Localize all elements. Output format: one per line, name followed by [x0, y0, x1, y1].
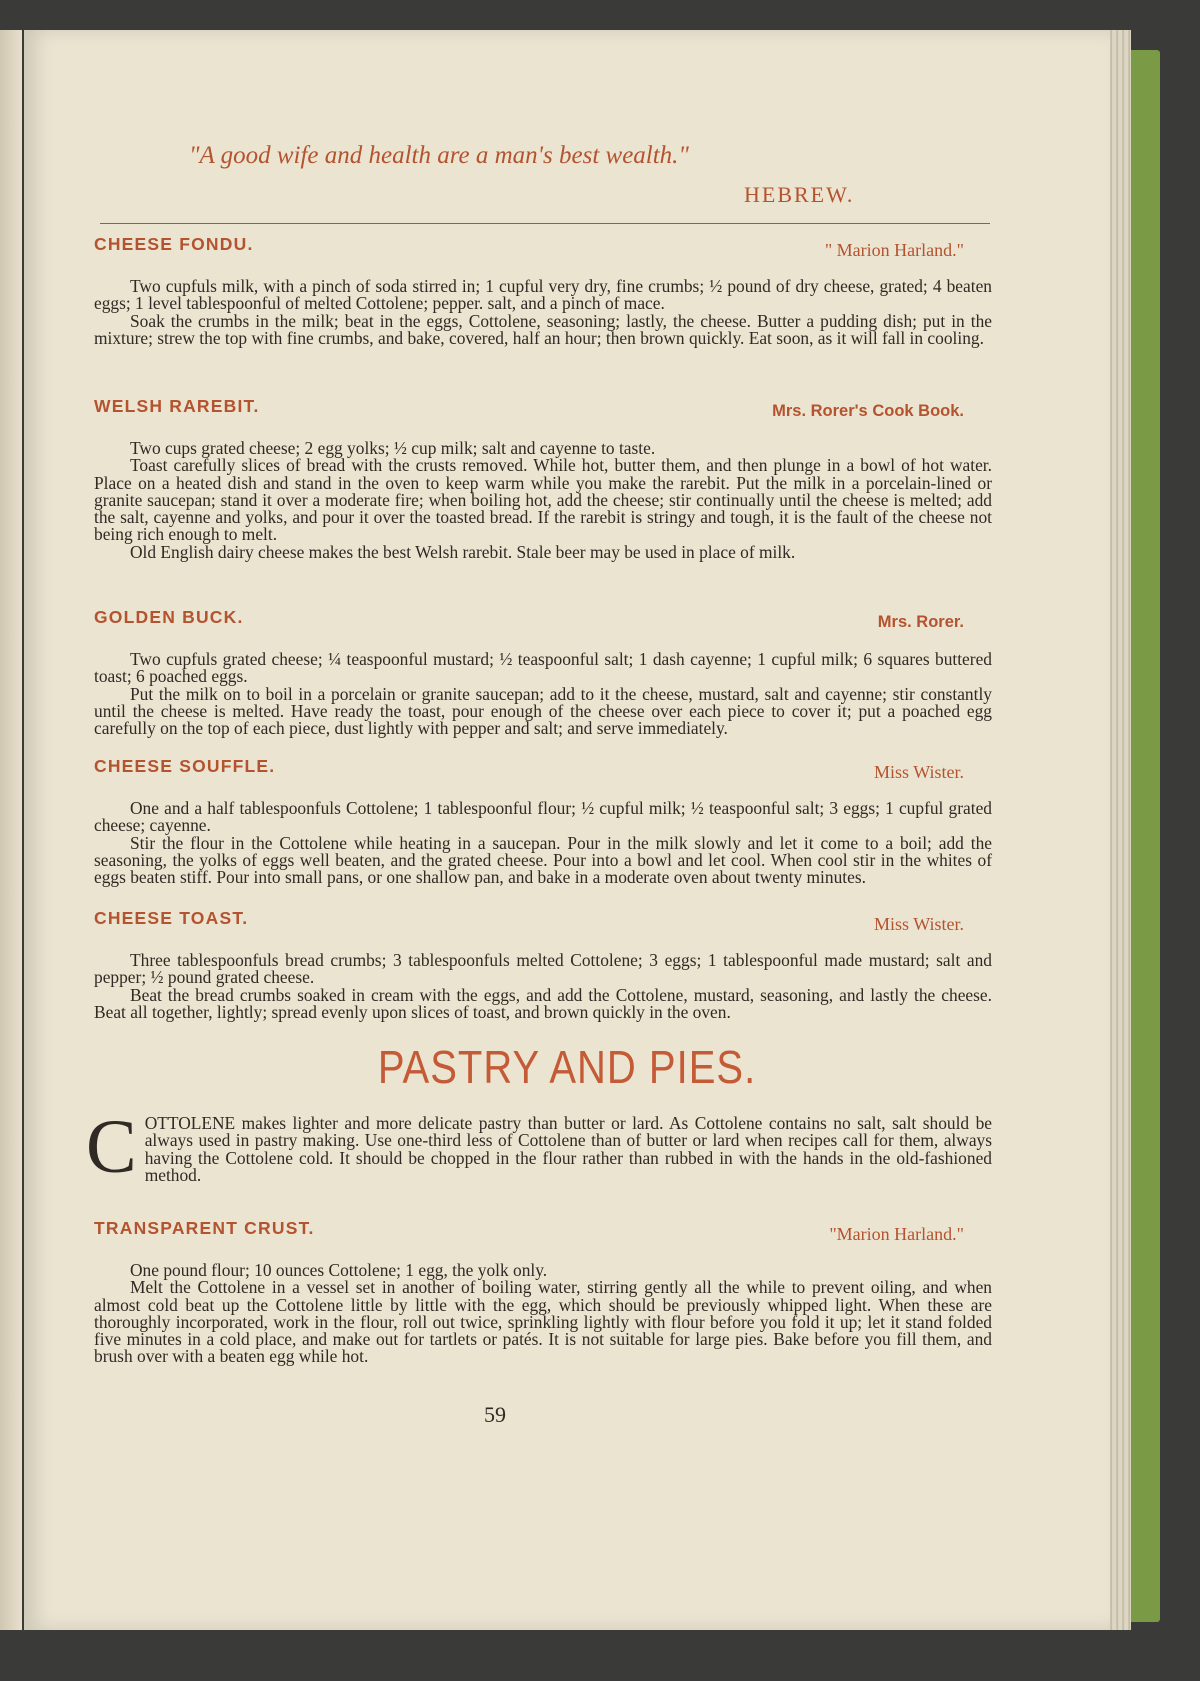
section-title: PASTRY AND PIES.	[377, 1042, 757, 1094]
recipe-welsh-rarebit	[94, 396, 992, 561]
recipe-directions: Melt the Cottolene in a vessel set in another of boiling water, stirring gently all the while to prevent oiling, and when almost cold beat up the Cottolene little by little with the egg, which should be previously whipped light. When these are thoroughly incorporated, work in the flour, roll out twice, sprinkling lightly with flour before you fold it up; let it stand folded five minutes in a cold place, and make out for tartlets or patés. It is not suitable for large pies. Bake before you fill them, and brush over with a beaten egg while hot.	[94, 1277, 992, 1367]
recipe-note: Old English dairy cheese makes the best Welsh rarebit. Stale beer may be used in place of milk.	[130, 541, 796, 562]
left-page-edge	[0, 30, 22, 1630]
recipe-title: WELSH RAREBIT.	[94, 396, 260, 416]
section-intro	[86, 1105, 992, 1189]
recipe-header	[94, 756, 992, 800]
recipe-author: Miss Wister.	[874, 762, 964, 782]
page-content	[24, 30, 1110, 1630]
epigraph-quote: "A good wife and health are a man's best wealth."	[189, 142, 689, 169]
recipe-ingredients: Three tablespoonfuls bread crumbs; 3 tablespoonfuls melted Cottolene; 3 eggs; 1 tablespoonful made mustard; salt and pepper; ½ pound grated cheese.	[94, 950, 992, 988]
recipe-ingredients: Two cups grated cheese; 2 egg yolks; ½ cup milk; salt and cayenne to taste.	[130, 438, 656, 458]
recipe-directions: Stir the flour in the Cottolene while heating in a saucepan. Pour in the milk slowly and let it come to a boil; add the seasoning, the yolks of eggs well beaten, and the grated cheese. Pour into a bowl and let cool. When cool stir in the whites of eggs beaten stiff. Pour into small pans, or one shallow pan, and bake in a moderate oven about twenty minutes.	[94, 832, 992, 888]
recipe-header	[94, 1218, 992, 1262]
recipe-title: TRANSPARENT CRUST.	[94, 1218, 315, 1238]
recipe-directions: Put the milk on to boil in a porcelain or granite saucepan; add to it the cheese, mustard, salt and cayenne; stir constantly until the cheese is melted. Have ready the toast, pour enough of the cheese over each piece to cover it; put a poached egg carefully on the top of each piece, dust lightly with pepper and salt; and serve immediately.	[94, 683, 992, 739]
drop-cap: C	[86, 1105, 137, 1189]
recipe-cheese-souffle	[94, 756, 992, 886]
recipe-directions: Beat the bread crumbs soaked in cream with the eggs, and add the Cottolene, mustard, seasoning, and lastly the cheese. Beat all together, lightly; spread evenly upon slices of toast, and brown quickly in the oven.	[94, 984, 992, 1022]
epigraph-source: HEBREW.	[744, 182, 855, 207]
recipe-directions: Toast carefully slices of bread with the crusts removed. While hot, butter them, and then plunge in a bowl of hot water. Place on a heated dish and stand in the oven to keep warm while you make the rarebit. Put the milk in a porcelain-lined or granite saucepan; stand it over a moderate fire; when boiling hot, add the cheese; stir continually until the cheese is melted; add the salt, cayenne and yolks, and pour it over the toasted bread. If the rarebit is stringy and tough, it is the fault of the cheese not being rich enough to melt.	[94, 455, 992, 545]
recipe-cheese-toast	[94, 908, 992, 1021]
page-number: 59	[484, 1402, 506, 1427]
recipe-cheese-fondu	[94, 234, 992, 347]
book-page	[24, 30, 1110, 1630]
intro-text: OTTOLENE makes lighter and more delicate pastry than butter or lard. As Cottolene contains no salt, salt should be always used in pastry making. Use one-third less of Cottolene than of butter or lard when recipes call for them, always having the Cottolene cold. It should be chopped in the flour rather than rubbed in with the hands in the old-fashioned method.	[144, 1113, 992, 1185]
recipe-ingredients: Two cupfuls milk, with a pinch of soda stirred in; 1 cupful very dry, fine crumbs; ½ pound of dry cheese, grated; 4 beaten eggs; 1 level tablespoonful of melted Cottolene; pepper. salt, and a pinch of mace.	[94, 276, 992, 314]
recipe-title: GOLDEN BUCK.	[94, 607, 244, 627]
recipe-title: CHEESE TOAST.	[94, 908, 249, 928]
recipe-header	[94, 607, 992, 651]
recipe-author: "Marion Harland."	[829, 1224, 964, 1244]
recipe-author: " Marion Harland."	[824, 240, 964, 260]
recipe-directions: Soak the crumbs in the milk; beat in the eggs, Cottolene, seasoning; lastly, the cheese. Butter a pudding dish; put in the mixture; strew the top with fine crumbs, and bake, covered, half an hour; then brown quickly. Eat soon, as it will fall in cooling.	[94, 310, 992, 348]
recipe-author: Mrs. Rorer.	[877, 613, 964, 631]
recipe-title: CHEESE SOUFFLE.	[94, 756, 276, 776]
recipe-ingredients: Two cupfuls grated cheese; ¼ teaspoonful mustard; ½ teaspoonful salt; 1 dash cayenne; 1 cupful milk; 6 squares buttered toast; 6 poached eggs.	[94, 649, 992, 687]
recipe-transparent-crust	[94, 1218, 992, 1366]
recipe-header	[94, 234, 992, 278]
recipe-title: CHEESE FONDU.	[94, 234, 254, 254]
recipe-author: Mrs. Rorer's Cook Book.	[772, 402, 964, 420]
header-rule	[100, 223, 990, 224]
recipe-author: Miss Wister.	[874, 914, 964, 934]
recipe-ingredients: One pound flour; 10 ounces Cottolene; 1 egg, the yolk only.	[130, 1260, 548, 1280]
recipe-golden-buck	[94, 607, 992, 737]
recipe-ingredients: One and a half tablespoonfuls Cottolene; 1 tablespoonful flour; ½ cupful milk; ½ teaspoonful salt; 3 eggs; 1 cupful grated cheese; cayenne.	[94, 798, 992, 836]
recipe-header	[94, 908, 992, 952]
recipe-header	[94, 396, 992, 440]
